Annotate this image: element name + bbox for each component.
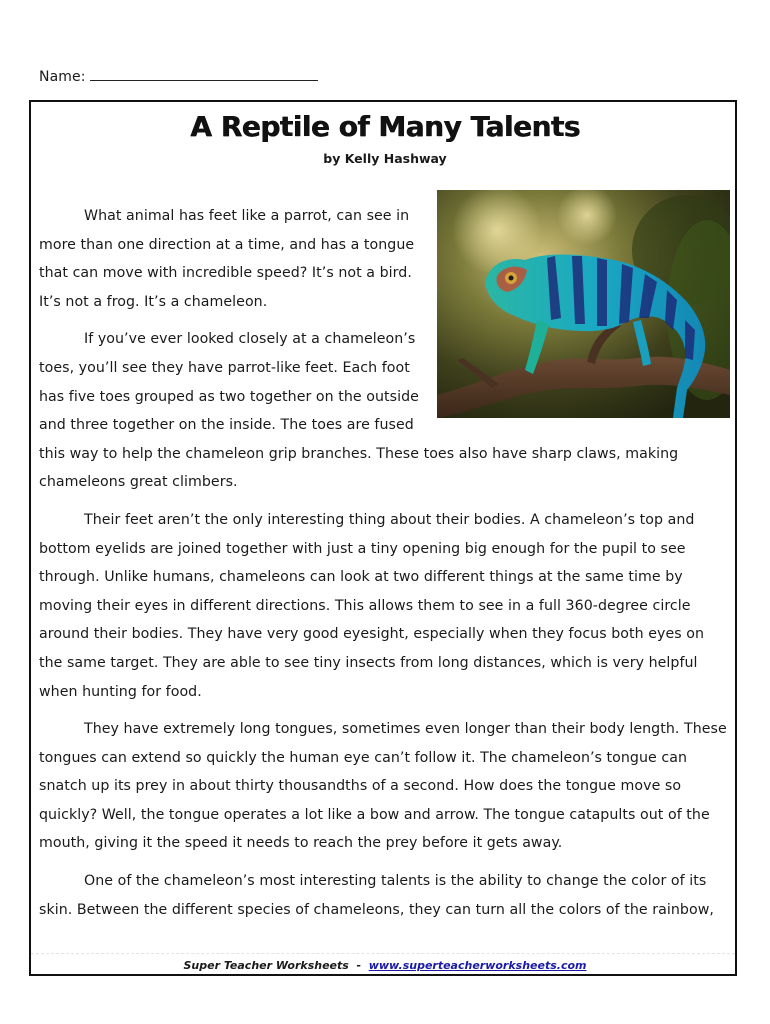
name-blank-line[interactable] [90,66,318,81]
name-label: Name: [39,69,86,85]
article-body [39,202,731,933]
footer-brand: Super Teacher Worksheets [183,959,349,972]
footer [0,959,770,972]
paragraph: Their feet aren’t the only interesting thing about their bodies. A chameleon’s top and bottom eyelids are joined together with just a tiny opening big enough for the pupil to see through. Unlike humans, chameleons can look at two different things at the same time by moving their eyes in different directions. This allows them to see in a full 360-degree circle around their bodies. They have very good eyesight, especially when they focus both eyes on the same target. They are able to see tiny insects from long distances, which is very helpful when hunting for food. [39,511,705,700]
paragraph: They have extremely long tongues, sometimes even longer than their body length. These tongues can extend so quickly the human eye can’t follow it. The chameleon’s tongue can snatch up its prey in about thirty thousandths of a second. How does the tongue move so quickly? Well, the tongue operates a lot like a bow and arrow. The tongue catapults out of the mouth, giving it the speed it needs to reach the prey before it gets away. [39,721,727,852]
image-spacer [425,202,731,434]
article-title: A Reptile of Many Talents [190,110,580,143]
article-byline: by Kelly Hashway [323,151,447,166]
footer-divider [31,953,735,954]
footer-link[interactable]: www.superteacherworksheets.com [368,959,587,972]
name-field[interactable] [39,66,318,85]
paragraph: What animal has feet like a parrot, can see in more than one direction at a time, and has a tongue that can move with incredible speed? It’s not a bird. It’s not a frog. It’s a chameleon. [39,208,415,310]
footer-separator: - [356,959,362,972]
paragraph: If you’ve ever looked closely at a chameleon’s toes, you’ll see they have parrot-like feet. Each foot has five toes grouped as two together on the outside and three together on the inside. The toes are fused this way to help the chameleon grip branches. These toes also have sharp claws, making chameleons great climbers. [39,331,679,491]
paragraph: One of the chameleon’s most interesting talents is the ability to change the color of its skin. Between the different species of chameleons, they can turn all the colors of the rainbow, [39,873,714,918]
